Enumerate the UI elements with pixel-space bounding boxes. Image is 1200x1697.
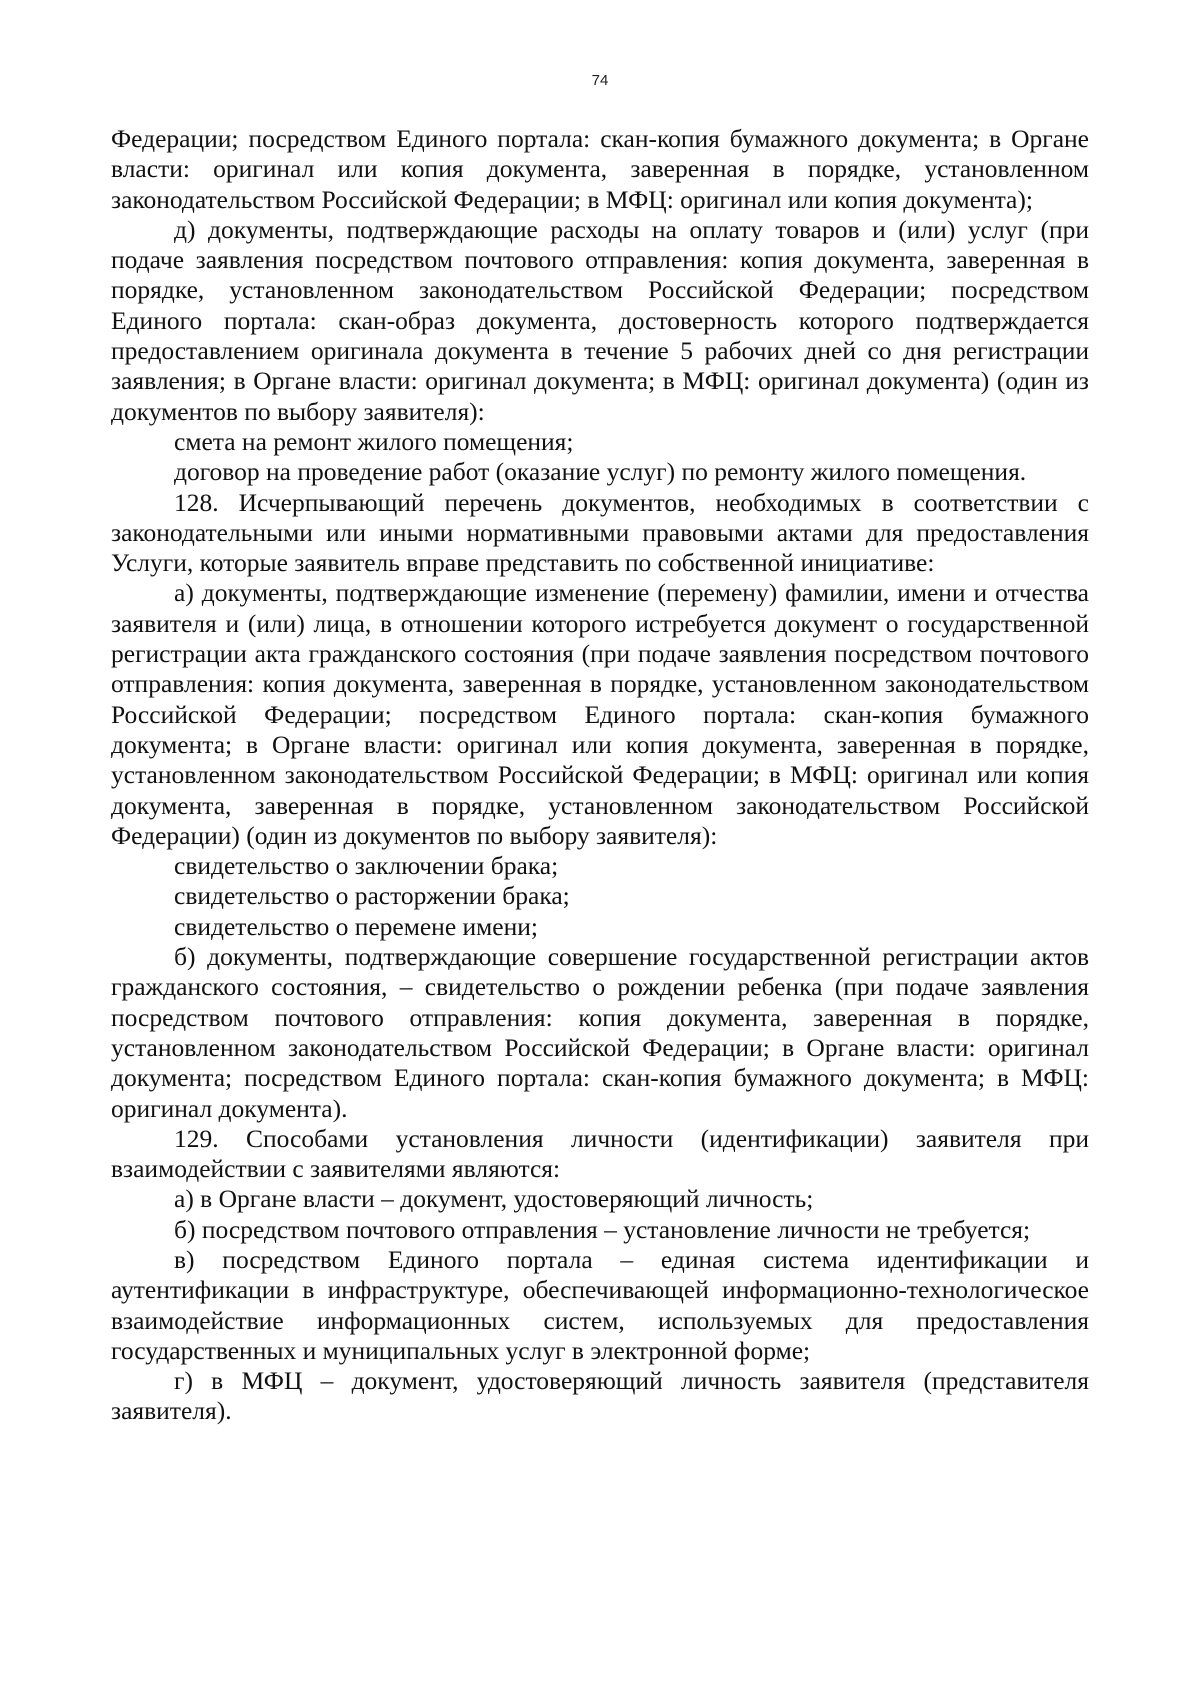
list-item-name-change-certificate: свидетельство о перемене имени;: [174, 911, 538, 941]
paragraph-item-a-name-change: а) документы, подтверждающие изменение (перемену) фамилии, имени и отчества заявителя и (или) лица, в отношении которого истребуется документ о государственной регистрации акта гражданского состояния (при подаче заявления посредством почтового отправления: копия документа, заверенная в порядке, установленном законодательством Российской Федерации; посредством Единого портала: скан-копия бумажного документа; в Органе власти: оригинал или копия документа, заверенная в порядке, установленном законодательством Российской Федерации; в МФЦ: оригинал или копия документа, заверенная в порядке, установленном законодательством Российской Федерации) (один из документов по выбору заявителя):: [111, 578, 1089, 850]
paragraph-continuation: Федерации; посредством Единого портала: скан-копия бумажного документа; в Органе власти: оригинал или копия документа, заверенная в порядке, установленном законодательством Российской Федерации; в МФЦ: оригинал или копия документа);: [111, 124, 1089, 214]
paragraph-129-item-a: а) в Органе власти – документ, удостоверяющий личность;: [174, 1184, 814, 1214]
list-item-repair-contract: договор на проведение работ (оказание услуг) по ремонту жилого помещения.: [174, 457, 1027, 487]
paragraph-128: 128. Исчерпывающий перечень документов, необходимых в соответствии с законодательными или иными нормативными правовыми актами для предоставления Услуги, которые заявитель вправе представить по собственной инициативе:: [111, 487, 1089, 578]
paragraph-129-item-g: г) в МФЦ – документ, удостоверяющий личность заявителя (представителя заявителя).: [111, 1366, 1089, 1426]
paragraph-129-item-v: в) посредством Единого портала – единая система идентификации и аутентификации в инфраструктуре, обеспечивающей информационно-технологическое взаимодействие информационных систем, используемых для предоставления государственных и муниципальных услуг в электронной форме;: [111, 1244, 1089, 1365]
paragraph-item-b-birth-certificate: б) документы, подтверждающие совершение государственной регистрации актов гражданского состояния, – свидетельство о рождении ребенка (при подаче заявления посредством почтового отправления: копия документа, заверенная в порядке, установленном законодательством Российской Федерации; в Органе власти: оригинал документа; посредством Единого портала: скан-копия бумажного документа; в МФЦ: оригинал документа).: [111, 942, 1089, 1123]
paragraph-129-item-b: б) посредством почтового отправления – установление личности не требуется;: [174, 1214, 1031, 1244]
document-body: [111, 124, 1089, 1427]
list-item-repair-estimate: смета на ремонт жилого помещения;: [174, 426, 574, 456]
paragraph-item-d: д) документы, подтверждающие расходы на оплату товаров и (или) услуг (при подаче заявления посредством почтового отправления: копия документа, заверенная в порядке, установленном законодательством Российской Федерации; посредством Единого портала: скан-образ документа, достоверность которого подтверждается предоставлением оригинала документа в течение 5 рабочих дней со дня регистрации заявления; в Органе власти: оригинал документа; в МФЦ: оригинал документа) (один из документов по выбору заявителя):: [111, 214, 1089, 426]
list-item-marriage-certificate: свидетельство о заключении брака;: [174, 851, 559, 881]
list-item-divorce-certificate: свидетельство о расторжении брака;: [174, 881, 570, 911]
paragraph-129: 129. Способами установления личности (идентификации) заявителя при взаимодействии с заявителями являются:: [111, 1123, 1089, 1184]
page-number: 74: [591, 72, 609, 89]
